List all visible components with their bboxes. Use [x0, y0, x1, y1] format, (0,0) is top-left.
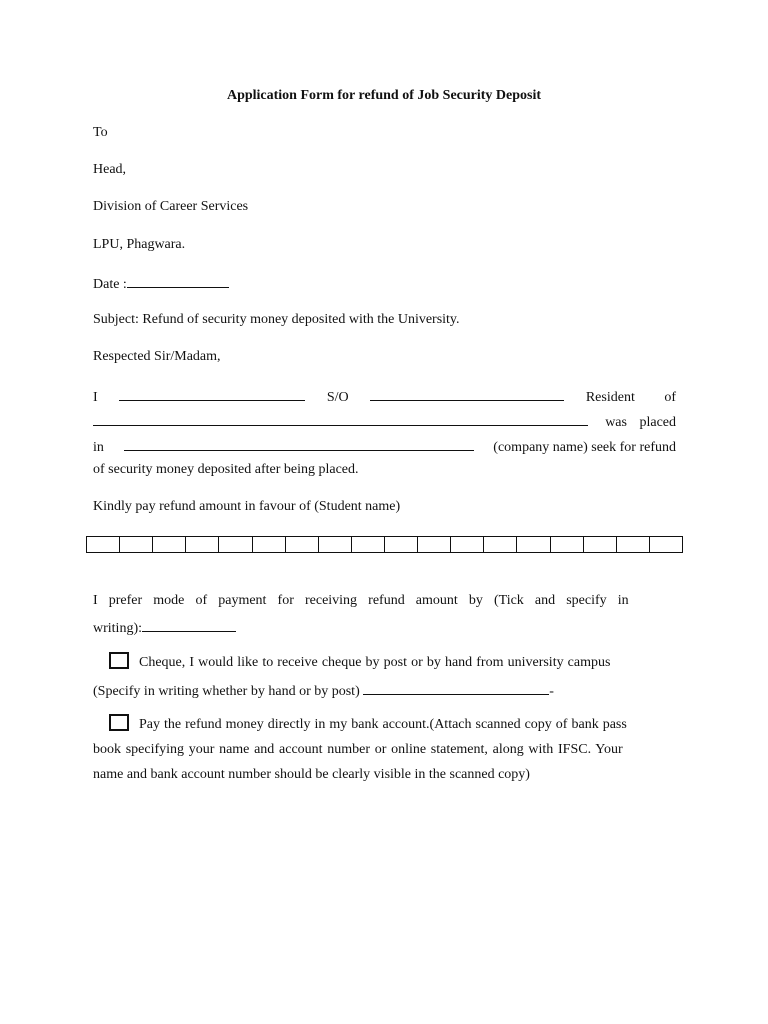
- declaration-i: I: [93, 390, 98, 405]
- payment-mode-field[interactable]: [142, 617, 236, 632]
- grid-cell[interactable]: [617, 537, 650, 552]
- grid-cell[interactable]: [153, 537, 186, 552]
- grid-cell[interactable]: [551, 537, 584, 552]
- cheque-option-line-2: [93, 680, 554, 701]
- grid-cell[interactable]: [319, 537, 352, 552]
- bank-transfer-checkbox[interactable]: [109, 714, 129, 731]
- grid-cell[interactable]: [517, 537, 550, 552]
- grid-cell[interactable]: [451, 537, 484, 552]
- grid-cell[interactable]: [484, 537, 517, 552]
- declaration-so: S/O: [326, 390, 349, 405]
- payment-mode-line-2: [93, 617, 236, 638]
- declaration-row-4: of security money deposited after being placed.: [93, 462, 359, 477]
- grid-cell[interactable]: [352, 537, 385, 552]
- payment-mode-writing-label: writing):: [93, 621, 142, 636]
- address-division: Division of Career Services: [93, 199, 249, 214]
- date-label: Date :: [93, 277, 127, 292]
- parent-name-field[interactable]: [370, 386, 564, 401]
- grid-cell[interactable]: [385, 537, 418, 552]
- grid-cell[interactable]: [219, 537, 252, 552]
- declaration-was-placed: was placed: [605, 415, 676, 430]
- declaration-in: in: [93, 440, 104, 455]
- payment-mode-line-1: [93, 592, 676, 610]
- student-name-field[interactable]: [119, 386, 305, 401]
- grid-cell[interactable]: [584, 537, 617, 552]
- declaration-company-seek: (company name) seek for refund: [493, 440, 676, 455]
- cheque-mode-field[interactable]: [363, 680, 549, 695]
- date-row: [93, 273, 229, 294]
- grid-cell[interactable]: [286, 537, 319, 552]
- residence-field[interactable]: [93, 411, 588, 426]
- bank-option-line-1: Pay the refund money directly in my bank account.(Attach scanned copy of bank pass: [139, 717, 627, 732]
- bank-option-line-3: name and bank account number should be clearly visible in the scanned copy): [93, 767, 530, 782]
- address-location: LPU, Phagwara.: [93, 237, 186, 252]
- grid-cell[interactable]: [120, 537, 153, 552]
- favour-label: Kindly pay refund amount in favour of (Student name): [93, 499, 401, 514]
- salutation: Respected Sir/Madam,: [93, 349, 221, 364]
- cheque-option-line-1: Cheque, I would like to receive cheque by post or by hand from university campus: [139, 655, 611, 670]
- declaration-row-1: [93, 386, 676, 407]
- page-title: Application Form for refund of Job Security Deposit: [226, 88, 542, 103]
- declaration-row-3: [93, 436, 676, 457]
- cheque-option-specify: (Specify in writing whether by hand or by post): [93, 684, 360, 699]
- address-head: Head,: [93, 162, 127, 177]
- grid-cell[interactable]: [253, 537, 286, 552]
- payment-mode-text: I prefer mode of payment for receiving refund amount by (Tick and specify in: [93, 593, 629, 608]
- bank-option-line-2: book specifying your name and account number or online statement, along with IFSC. Your: [93, 742, 623, 757]
- address-to: To: [93, 125, 108, 140]
- company-name-field[interactable]: [124, 436, 474, 451]
- grid-cell[interactable]: [87, 537, 120, 552]
- grid-cell[interactable]: [650, 537, 682, 552]
- grid-cell[interactable]: [418, 537, 451, 552]
- date-field[interactable]: [127, 273, 229, 288]
- cheque-option-suffix: -: [549, 684, 554, 699]
- subject-line: Subject: Refund of security money deposited with the University.: [93, 312, 460, 327]
- student-name-grid[interactable]: [86, 536, 683, 553]
- declaration-resident: Resident of: [585, 390, 676, 405]
- cheque-checkbox[interactable]: [109, 652, 129, 669]
- declaration-row-2: [93, 411, 676, 432]
- grid-cell[interactable]: [186, 537, 219, 552]
